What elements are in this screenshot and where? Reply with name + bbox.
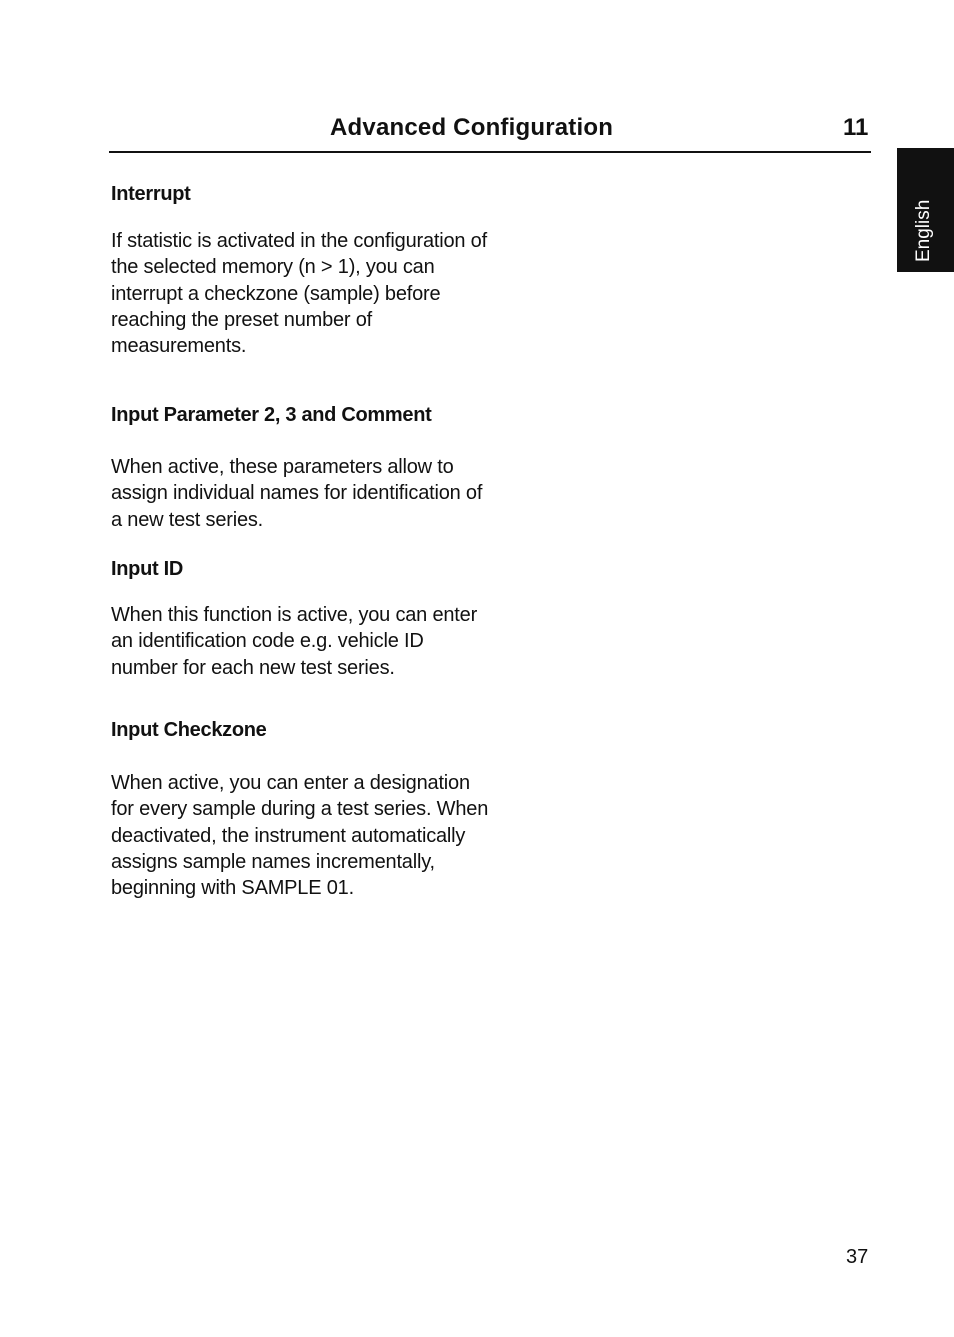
chapter-number: 11: [843, 114, 869, 141]
section-heading-input-checkzone: Input Checkzone: [111, 719, 267, 741]
page-title: Advanced Configuration: [330, 114, 614, 141]
section-heading-input-parameter: Input Parameter 2, 3 and Comment: [111, 404, 432, 426]
section-heading-input-id: Input ID: [111, 558, 184, 580]
section-body-input-id: When this function is active, you can enter an identification code e.g. vehicle ID number for each new test series.: [111, 604, 478, 679]
section-body-input-parameter: When active, these parameters allow to assign individual names for identification of a new test series.: [111, 456, 483, 531]
section-body-interrupt: If statistic is activated in the configuration of the selected memory (n > 1), you can interrupt a checkzone (sample) before reaching the preset number of measurements.: [111, 230, 487, 358]
page-number: 37: [846, 1246, 869, 1268]
section-body-input-checkzone: When active, you can enter a designation for every sample during a test series. When deactivated, the instrument automatically assigns sample names incrementally, beginning with SAMPLE 01.: [111, 772, 489, 900]
section-heading-interrupt: Interrupt: [111, 183, 191, 205]
header-rule: [109, 151, 871, 153]
language-tab-label: English: [913, 199, 934, 262]
